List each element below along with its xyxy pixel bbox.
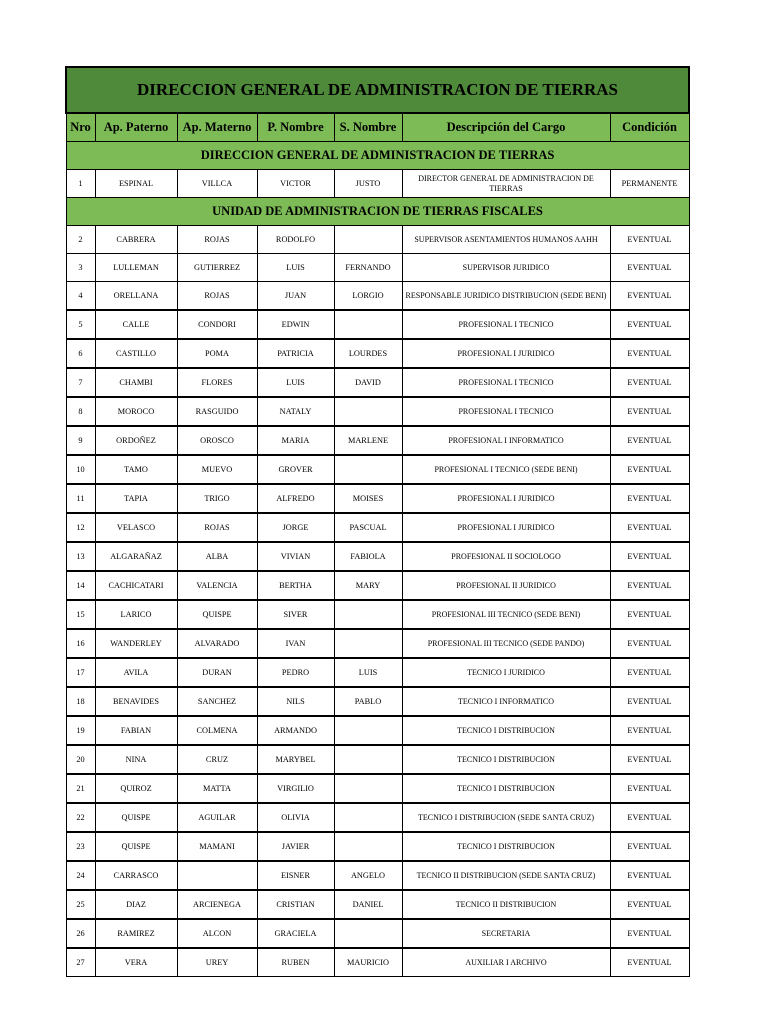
cell-s-nombre [334,919,402,948]
cell-ap-paterno: TAPIA [95,484,177,513]
cell-ap-materno: ALCON [177,919,257,948]
table-row [66,426,689,455]
cell-ap-materno: DURAN [177,658,257,687]
table-row [66,658,689,687]
column-header-nro: Nro [66,113,95,142]
cell-p-nombre: PATRICIA [257,339,334,368]
cell-condicion: EVENTUAL [610,571,689,600]
cell-nro: 21 [66,774,95,803]
cell-ap-paterno: BENAVIDES [95,687,177,716]
cell-condicion: EVENTUAL [610,861,689,890]
table-row [66,455,689,484]
cell-s-nombre: ANGELO [334,861,402,890]
cell-descripcion-cargo: PROFESIONAL I JURIDICO [402,484,610,513]
table-row [66,170,689,198]
table-row [66,890,689,919]
cell-ap-paterno: WANDERLEY [95,629,177,658]
cell-descripcion-cargo: PROFESIONAL I TECNICO (SEDE BENI) [402,455,610,484]
cell-s-nombre: LUIS [334,658,402,687]
table-row [66,861,689,890]
column-header-descripcion-cargo: Descripción del Cargo [402,113,610,142]
cell-s-nombre: MARY [334,571,402,600]
column-header-ap-paterno: Ap. Paterno [95,113,177,142]
cell-condicion: EVENTUAL [610,368,689,397]
table-row [66,339,689,368]
cell-condicion: EVENTUAL [610,513,689,542]
cell-s-nombre: DANIEL [334,890,402,919]
cell-p-nombre: ALFREDO [257,484,334,513]
cell-s-nombre: DAVID [334,368,402,397]
table-row [66,226,689,254]
cell-ap-paterno: CARRASCO [95,861,177,890]
cell-ap-paterno: QUISPE [95,803,177,832]
cell-condicion: EVENTUAL [610,687,689,716]
cell-p-nombre: MARIA [257,426,334,455]
cell-ap-materno: CONDORI [177,310,257,339]
table-body [66,67,689,977]
cell-nro: 12 [66,513,95,542]
column-header-p-nombre: P. Nombre [257,113,334,142]
cell-p-nombre: LUIS [257,368,334,397]
cell-ap-materno: OROSCO [177,426,257,455]
cell-p-nombre: GROVER [257,455,334,484]
cell-nro: 22 [66,803,95,832]
cell-nro: 24 [66,861,95,890]
cell-condicion: EVENTUAL [610,397,689,426]
cell-ap-paterno: NINA [95,745,177,774]
cell-p-nombre: NATALY [257,397,334,426]
table-row [66,745,689,774]
cell-ap-paterno: CHAMBI [95,368,177,397]
cell-ap-materno: FLORES [177,368,257,397]
table-row [66,774,689,803]
cell-ap-materno: AGUILAR [177,803,257,832]
cell-ap-materno: ROJAS [177,513,257,542]
cell-condicion: EVENTUAL [610,455,689,484]
cell-condicion: EVENTUAL [610,542,689,571]
cell-ap-materno: MUEVO [177,455,257,484]
cell-nro: 3 [66,254,95,282]
cell-p-nombre: OLIVIA [257,803,334,832]
cell-descripcion-cargo: TECNICO II DISTRIBUCION (SEDE SANTA CRUZ) [402,861,610,890]
table-row [66,832,689,861]
cell-p-nombre: SIVER [257,600,334,629]
cell-ap-materno: MAMANI [177,832,257,861]
cell-ap-paterno: DIAZ [95,890,177,919]
table-row [66,484,689,513]
cell-nro: 14 [66,571,95,600]
cell-ap-paterno: FABIAN [95,716,177,745]
cell-s-nombre: FERNANDO [334,254,402,282]
cell-condicion: EVENTUAL [610,832,689,861]
cell-s-nombre: FABIOLA [334,542,402,571]
header-row [66,113,689,142]
cell-nro: 23 [66,832,95,861]
cell-ap-materno: SANCHEZ [177,687,257,716]
column-header-condicion: Condición [610,113,689,142]
cell-descripcion-cargo: PROFESIONAL I TECNICO [402,310,610,339]
cell-ap-materno: ARCIENEGA [177,890,257,919]
cell-condicion: EVENTUAL [610,716,689,745]
cell-nro: 15 [66,600,95,629]
table-row [66,513,689,542]
cell-p-nombre: MARYBEL [257,745,334,774]
cell-condicion: EVENTUAL [610,226,689,254]
cell-s-nombre [334,774,402,803]
cell-ap-paterno: AVILA [95,658,177,687]
table-row [66,600,689,629]
table-row [66,948,689,977]
cell-ap-paterno: ORDOÑEZ [95,426,177,455]
column-header-s-nombre: S. Nombre [334,113,402,142]
table-row [66,542,689,571]
cell-s-nombre [334,600,402,629]
cell-condicion: EVENTUAL [610,948,689,977]
cell-nro: 8 [66,397,95,426]
section-heading: UNIDAD DE ADMINISTRACION DE TIERRAS FISCALES [66,198,689,226]
cell-nro: 26 [66,919,95,948]
cell-nro: 6 [66,339,95,368]
cell-nro: 18 [66,687,95,716]
cell-condicion: EVENTUAL [610,658,689,687]
cell-ap-paterno: MOROCO [95,397,177,426]
cell-ap-paterno: VELASCO [95,513,177,542]
cell-descripcion-cargo: AUXILIAR I ARCHIVO [402,948,610,977]
cell-descripcion-cargo: PROFESIONAL II SOCIOLOGO [402,542,610,571]
cell-s-nombre [334,226,402,254]
cell-nro: 2 [66,226,95,254]
cell-s-nombre [334,455,402,484]
cell-s-nombre [334,745,402,774]
table-row [66,716,689,745]
cell-p-nombre: RUBEN [257,948,334,977]
cell-ap-paterno: CALLE [95,310,177,339]
cell-s-nombre: MAURICIO [334,948,402,977]
cell-nro: 4 [66,282,95,311]
document-title: DIRECCION GENERAL DE ADMINISTRACION DE TIERRAS [66,67,689,113]
cell-p-nombre: GRACIELA [257,919,334,948]
cell-s-nombre: JUSTO [334,170,402,198]
cell-s-nombre: MOISES [334,484,402,513]
cell-s-nombre [334,629,402,658]
cell-descripcion-cargo: DIRECTOR GENERAL DE ADMINISTRACION DE TIERRAS [402,170,610,198]
cell-p-nombre: VICTOR [257,170,334,198]
section-heading-row [66,198,689,226]
cell-descripcion-cargo: SUPERVISOR JURIDICO [402,254,610,282]
table-row [66,571,689,600]
cell-nro: 13 [66,542,95,571]
cell-descripcion-cargo: TECNICO I DISTRIBUCION [402,745,610,774]
cell-ap-materno: VALENCIA [177,571,257,600]
cell-s-nombre [334,803,402,832]
cell-s-nombre [334,310,402,339]
cell-nro: 7 [66,368,95,397]
cell-descripcion-cargo: TECNICO I JURIDICO [402,658,610,687]
cell-p-nombre: IVAN [257,629,334,658]
table-row [66,629,689,658]
cell-p-nombre: BERTHA [257,571,334,600]
cell-ap-materno: UREY [177,948,257,977]
cell-nro: 5 [66,310,95,339]
cell-ap-materno: QUISPE [177,600,257,629]
cell-condicion: EVENTUAL [610,774,689,803]
cell-descripcion-cargo: TECNICO I DISTRIBUCION [402,832,610,861]
cell-ap-paterno: ORELLANA [95,282,177,311]
cell-condicion: EVENTUAL [610,282,689,311]
cell-descripcion-cargo: TECNICO II DISTRIBUCION [402,890,610,919]
table-row [66,397,689,426]
cell-condicion: PERMANENTE [610,170,689,198]
cell-nro: 27 [66,948,95,977]
cell-p-nombre: RODOLFO [257,226,334,254]
cell-ap-paterno: RAMIREZ [95,919,177,948]
table-row [66,803,689,832]
cell-descripcion-cargo: PROFESIONAL I INFORMATICO [402,426,610,455]
cell-s-nombre [334,716,402,745]
cell-ap-paterno: LULLEMAN [95,254,177,282]
column-header-ap-materno: Ap. Materno [177,113,257,142]
cell-condicion: EVENTUAL [610,339,689,368]
cell-ap-paterno: VERA [95,948,177,977]
cell-nro: 16 [66,629,95,658]
cell-s-nombre [334,832,402,861]
cell-ap-materno: TRIGO [177,484,257,513]
table-row [66,282,689,311]
cell-p-nombre: JORGE [257,513,334,542]
cell-ap-paterno: TAMO [95,455,177,484]
cell-descripcion-cargo: PROFESIONAL III TECNICO (SEDE PANDO) [402,629,610,658]
cell-ap-materno: CRUZ [177,745,257,774]
section-heading: DIRECCION GENERAL DE ADMINISTRACION DE TIERRAS [66,142,689,170]
cell-condicion: EVENTUAL [610,890,689,919]
cell-p-nombre: JAVIER [257,832,334,861]
cell-p-nombre: ARMANDO [257,716,334,745]
cell-descripcion-cargo: SUPERVISOR ASENTAMIENTOS HUMANOS AAHH [402,226,610,254]
cell-descripcion-cargo: TECNICO I DISTRIBUCION (SEDE SANTA CRUZ) [402,803,610,832]
cell-condicion: EVENTUAL [610,426,689,455]
cell-p-nombre: NILS [257,687,334,716]
cell-nro: 1 [66,170,95,198]
cell-ap-paterno: CACHICATARI [95,571,177,600]
cell-p-nombre: EDWIN [257,310,334,339]
cell-condicion: EVENTUAL [610,484,689,513]
cell-ap-materno: GUTIERREZ [177,254,257,282]
table-row [66,254,689,282]
cell-condicion: EVENTUAL [610,803,689,832]
cell-s-nombre: PASCUAL [334,513,402,542]
cell-ap-paterno: LARICO [95,600,177,629]
cell-p-nombre: PEDRO [257,658,334,687]
cell-ap-paterno: CABRERA [95,226,177,254]
section-heading-row [66,142,689,170]
staff-table [65,66,690,977]
cell-ap-materno: ALBA [177,542,257,571]
cell-nro: 20 [66,745,95,774]
cell-s-nombre [334,397,402,426]
cell-descripcion-cargo: PROFESIONAL I TECNICO [402,397,610,426]
cell-condicion: EVENTUAL [610,600,689,629]
cell-ap-paterno: QUIROZ [95,774,177,803]
cell-descripcion-cargo: RESPONSABLE JURIDICO DISTRIBUCION (SEDE BENI) [402,282,610,311]
cell-ap-materno: ROJAS [177,282,257,311]
cell-ap-materno [177,861,257,890]
cell-s-nombre: LOURDES [334,339,402,368]
cell-ap-materno: RASGUIDO [177,397,257,426]
cell-descripcion-cargo: PROFESIONAL I JURIDICO [402,513,610,542]
cell-p-nombre: EISNER [257,861,334,890]
cell-ap-paterno: QUISPE [95,832,177,861]
cell-descripcion-cargo: PROFESIONAL III TECNICO (SEDE BENI) [402,600,610,629]
cell-descripcion-cargo: TECNICO I DISTRIBUCION [402,716,610,745]
cell-descripcion-cargo: TECNICO I DISTRIBUCION [402,774,610,803]
cell-condicion: EVENTUAL [610,629,689,658]
cell-descripcion-cargo: TECNICO I INFORMATICO [402,687,610,716]
cell-nro: 9 [66,426,95,455]
cell-p-nombre: LUIS [257,254,334,282]
cell-ap-materno: POMA [177,339,257,368]
cell-nro: 10 [66,455,95,484]
cell-p-nombre: VIRGILIO [257,774,334,803]
cell-ap-materno: COLMENA [177,716,257,745]
cell-nro: 25 [66,890,95,919]
cell-ap-materno: MATTA [177,774,257,803]
cell-p-nombre: JUAN [257,282,334,311]
table-row [66,687,689,716]
cell-ap-materno: VILLCA [177,170,257,198]
title-row [66,67,689,113]
cell-s-nombre: MARLENE [334,426,402,455]
cell-condicion: EVENTUAL [610,310,689,339]
cell-s-nombre: LORGIO [334,282,402,311]
cell-ap-paterno: CASTILLO [95,339,177,368]
cell-ap-materno: ROJAS [177,226,257,254]
cell-nro: 11 [66,484,95,513]
cell-ap-materno: ALVARADO [177,629,257,658]
cell-nro: 17 [66,658,95,687]
table-row [66,368,689,397]
cell-ap-paterno: ESPINAL [95,170,177,198]
cell-p-nombre: VIVIAN [257,542,334,571]
cell-descripcion-cargo: PROFESIONAL II JURIDICO [402,571,610,600]
table-row [66,919,689,948]
cell-descripcion-cargo: SECRETARIA [402,919,610,948]
cell-condicion: EVENTUAL [610,254,689,282]
cell-descripcion-cargo: PROFESIONAL I JURIDICO [402,339,610,368]
cell-nro: 19 [66,716,95,745]
cell-condicion: EVENTUAL [610,745,689,774]
cell-ap-paterno: ALGARAÑAZ [95,542,177,571]
cell-p-nombre: CRISTIAN [257,890,334,919]
table-row [66,310,689,339]
cell-s-nombre: PABLO [334,687,402,716]
cell-condicion: EVENTUAL [610,919,689,948]
cell-descripcion-cargo: PROFESIONAL I TECNICO [402,368,610,397]
